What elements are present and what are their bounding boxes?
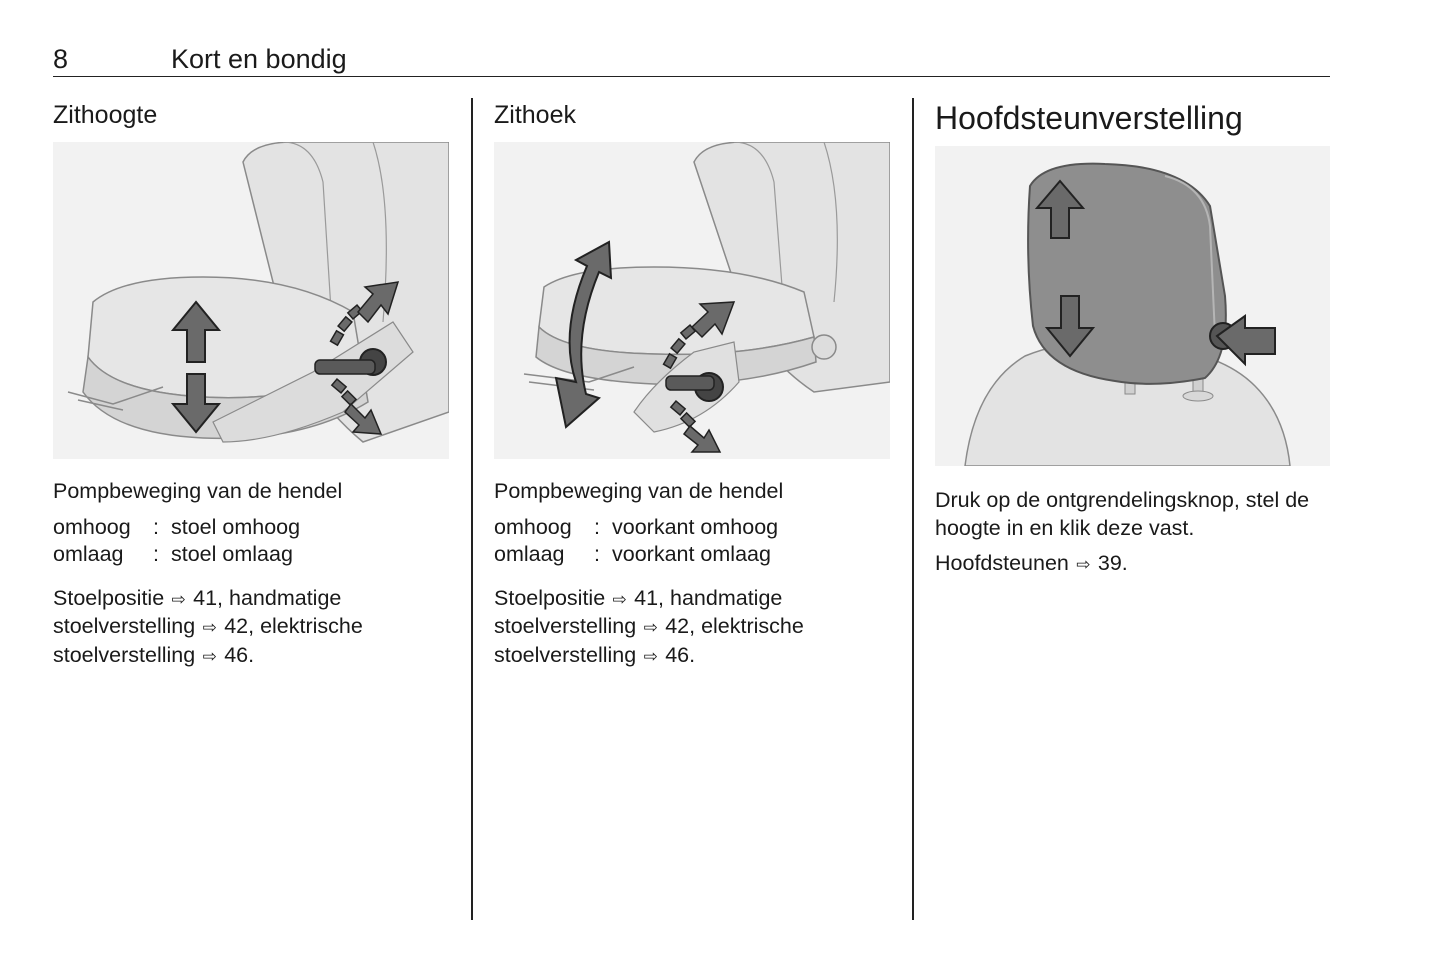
section-text: [935, 487, 1330, 579]
definition-term: omhoog: [494, 514, 572, 539]
page-header: [53, 38, 1330, 77]
cross-references: [53, 585, 449, 671]
headrest-illustration: [935, 146, 1330, 466]
page-reference-icon: ⇨: [643, 618, 658, 637]
definition-desc: voorkant omhoog: [612, 514, 779, 539]
section-headrest: [935, 98, 1330, 579]
ref-label: elektrische stoelverstelling: [53, 614, 363, 667]
page-reference-icon: ⇨: [171, 589, 186, 609]
definition-term: omlaag: [53, 542, 124, 566]
page-title: Kort en bondig: [171, 44, 347, 74]
definition-desc: stoel omhoog: [171, 514, 301, 539]
ref-label: Hoofdsteunen: [935, 551, 1069, 575]
definition-desc: voorkant omlaag: [612, 542, 771, 566]
definition-separator: :: [153, 542, 159, 566]
ref-label: Stoelpositie: [53, 585, 165, 610]
cross-references: [494, 585, 890, 671]
seat-tilt-illustration: [494, 142, 890, 459]
intro-text: Pompbeweging van de hendel: [53, 479, 343, 503]
page-reference-icon: ⇨: [1076, 555, 1091, 574]
definition-list: [494, 514, 890, 569]
section-heading: Hoofdsteunverstelling: [935, 100, 1243, 136]
seat-height-illustration: [53, 142, 449, 459]
definition-desc: stoel omlaag: [171, 542, 293, 566]
ref-page[interactable]: 39.: [1097, 551, 1128, 575]
section-heading: Zithoogte: [53, 101, 158, 129]
ref-page[interactable]: 46.: [224, 642, 255, 667]
ref-page[interactable]: 41,: [193, 585, 224, 610]
column-divider: [912, 98, 914, 920]
cross-references: [935, 550, 1330, 579]
definition-separator: :: [594, 542, 600, 566]
definition-term: omhoog: [53, 514, 131, 539]
body-text: Druk op de ontgrendelingsknop, stel de hoogte in en klik deze vast.: [935, 488, 1310, 540]
column-divider: [471, 98, 473, 920]
section-heading: Zithoek: [494, 101, 576, 129]
section-text: [53, 478, 449, 670]
ref-page[interactable]: 42,: [665, 614, 696, 638]
ref-label: Stoelpositie: [494, 585, 606, 610]
page-reference-icon: ⇨: [612, 589, 627, 609]
section-seat-height: [53, 98, 449, 670]
ref-page[interactable]: 42,: [224, 614, 255, 638]
section-seat-tilt: [494, 98, 890, 670]
page-reference-icon: ⇨: [643, 646, 658, 666]
definition-list: [53, 514, 449, 569]
ref-label: handmatige stoelverstelling: [53, 585, 342, 638]
section-text: [494, 478, 890, 670]
definition-separator: :: [594, 514, 600, 539]
ref-label: handmatige stoelverstelling: [494, 585, 783, 638]
page-reference-icon: ⇨: [202, 618, 217, 637]
definition-separator: :: [153, 514, 159, 539]
ref-page[interactable]: 46.: [665, 642, 696, 667]
definition-term: omlaag: [494, 542, 565, 566]
intro-text: Pompbeweging van de hendel: [494, 479, 784, 503]
page-number: 8: [53, 44, 69, 74]
ref-page[interactable]: 41,: [634, 585, 665, 610]
page-reference-icon: ⇨: [202, 646, 217, 666]
ref-label: elektrische stoelverstelling: [494, 614, 804, 667]
